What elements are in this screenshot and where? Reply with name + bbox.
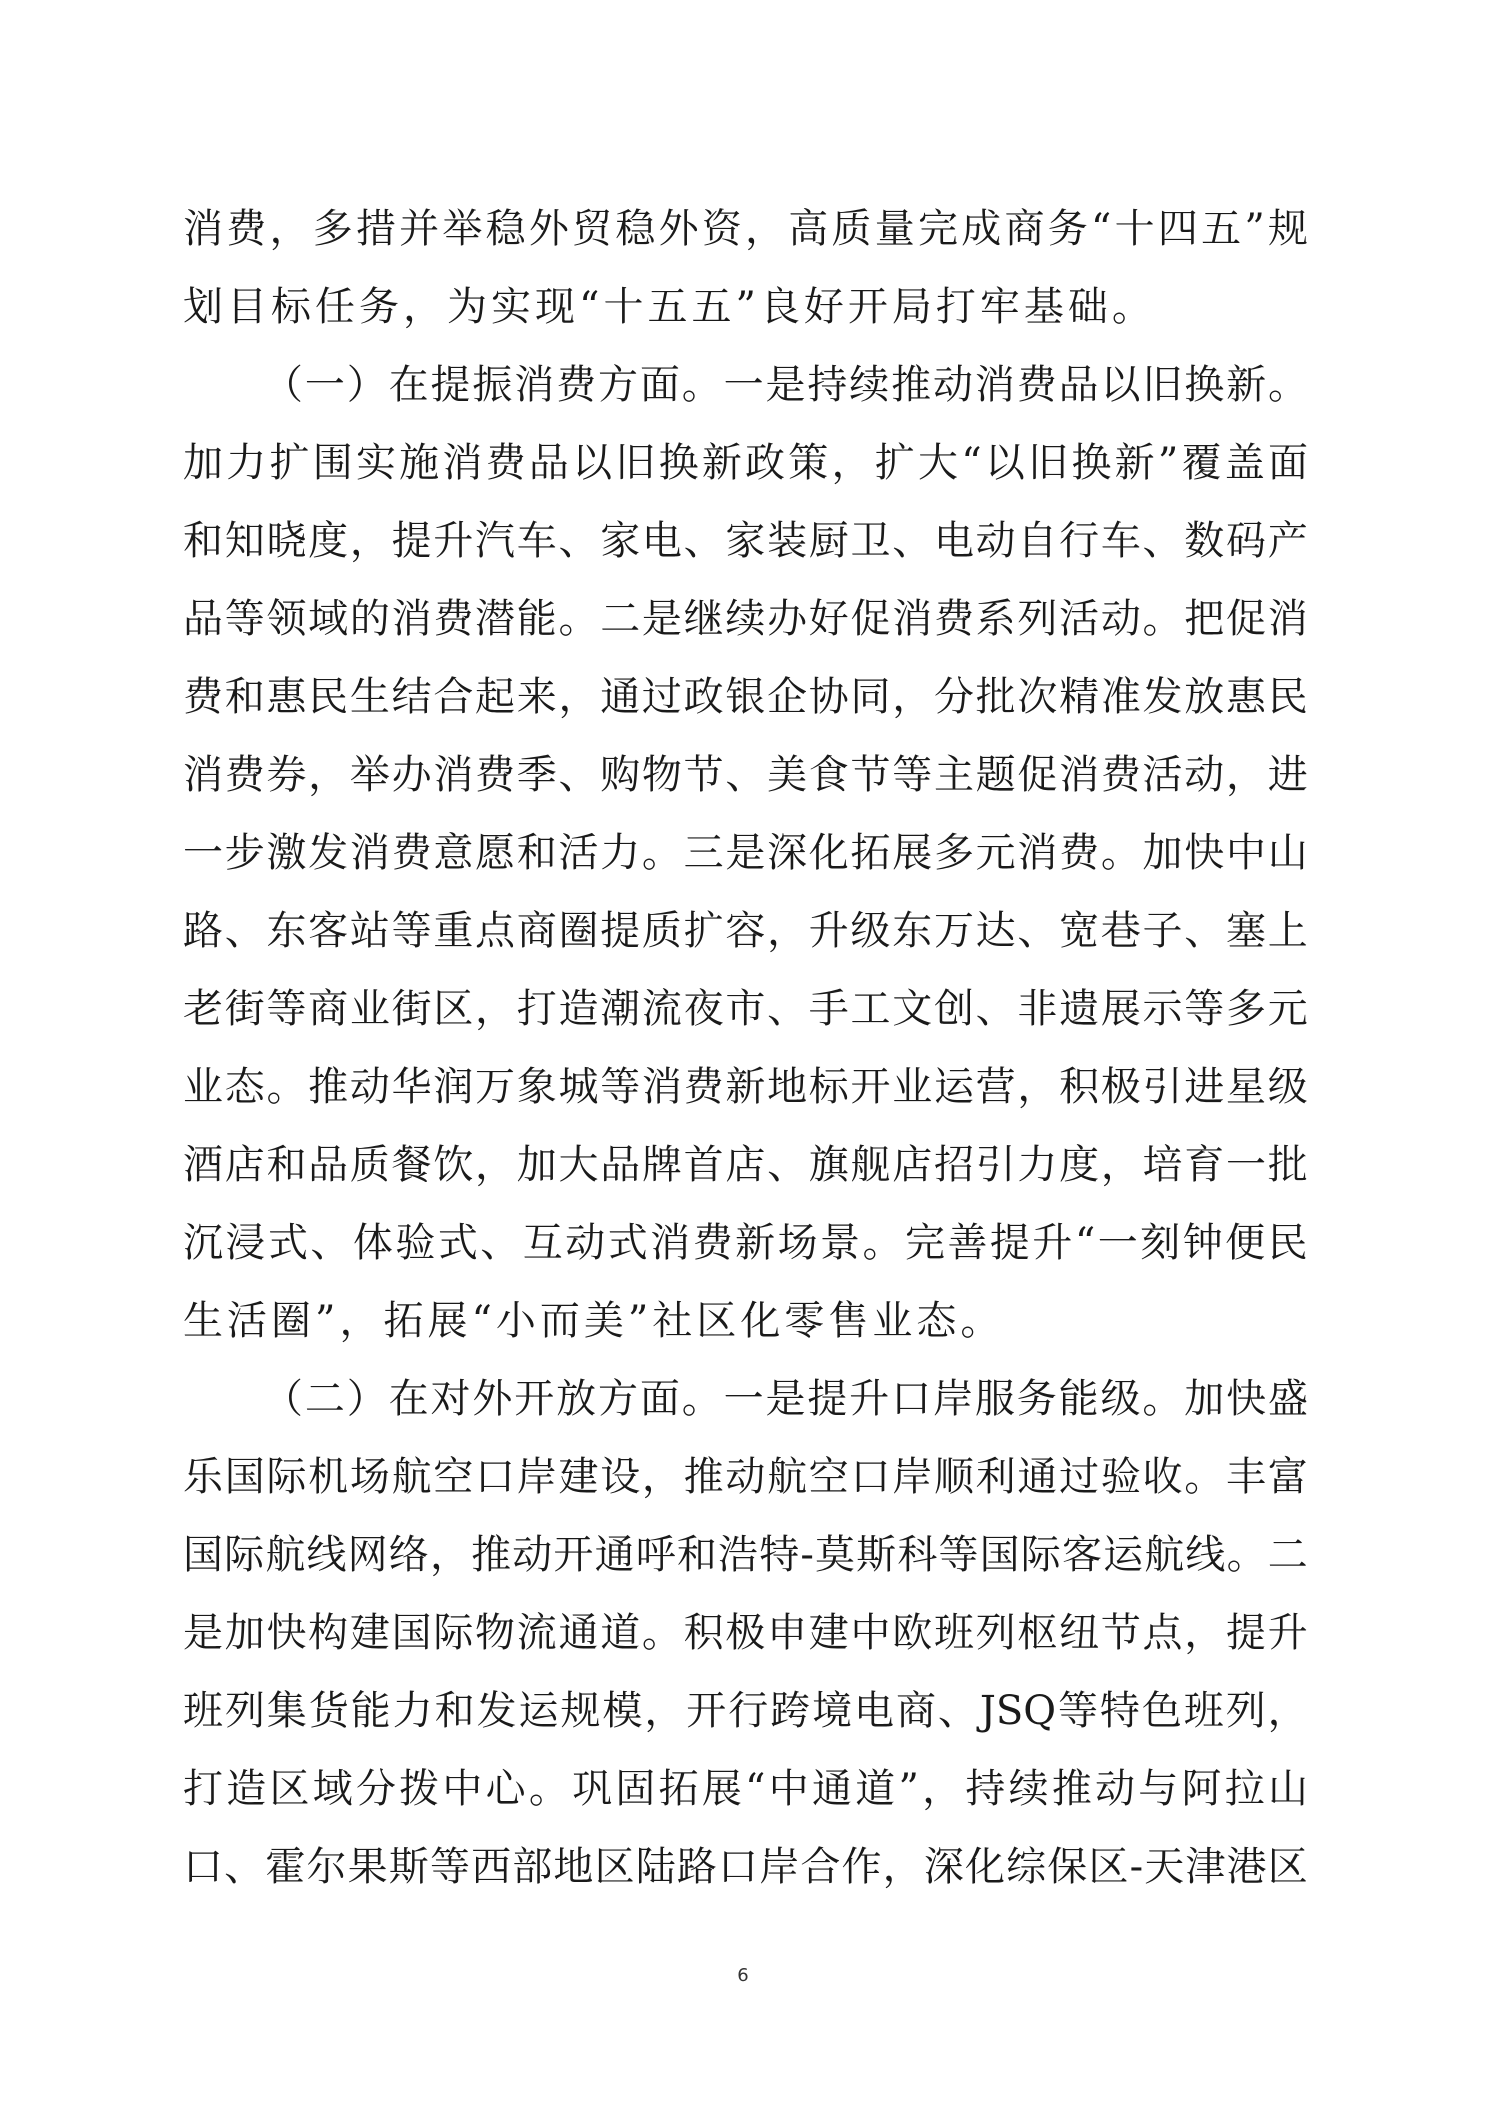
text-line: 业 态 。 推 动 华 润 万 象 城 等 消 费 新 地 标 开 业 运 营 ， 积 极 引 进 星 级 [183,1064,1308,1110]
text-line: 消 费 券 ， 举 办 消 费 季 、 购 物 节 、 美 食 节 等 主 题 促 消 费 活 动 ， 进 [183,752,1308,798]
text-line: 一 步 激 发 消 费 意 愿 和 活 力 。 三 是 深 化 拓 展 多 元 消 费 。 加 快 中 山 [183,830,1308,876]
text-line: 加 力 扩 围 实 施 消 费 品 以 旧 换 新 政 策 ， 扩 大 “ 以 旧 换 新 ” 覆 盖 面 [183,440,1308,486]
text-line: 老 街 等 商 业 街 区 ， 打 造 潮 流 夜 市 、 手 工 文 创 、 非 遗 展 示 等 多 元 [183,986,1308,1032]
text-line: 和 知 晓 度 ， 提 升 汽 车 、 家 电 、 家 装 厨 卫 、 电 动 自 行 车 、 数 码 产 [183,518,1308,564]
text-line: 消 费 ， 多 措 并 举 稳 外 贸 稳 外 资 ， 高 质 量 完 成 商 务 “ 十 四 五 ” 规 [183,206,1308,252]
text-line: 路 、 东 客 站 等 重 点 商 圈 提 质 扩 容 ， 升 级 东 万 达 、 宽 巷 子 、 塞 上 [183,908,1308,954]
document-body [183,190,1308,1906]
text-line: 划目标任务，为实现“十五五”良好开局打牢基础。 [183,284,1156,330]
text-line: 费 和 惠 民 生 结 合 起 来 ， 通 过 政 银 企 协 同 ， 分 批 次 精 准 发 放 惠 民 [183,674,1308,720]
paragraph-start-line: （ 一 ） 在 提 振 消 费 方 面 。 一 是 持 续 推 动 消 费 品 以 旧 换 新 。 [263,362,1308,408]
text-line: 沉 浸 式 、 体 验 式 、 互 动 式 消 费 新 场 景 。 完 善 提 升 “ 一 刻 钟 便 民 [183,1220,1308,1266]
text-line: 乐 国 际 机 场 航 空 口 岸 建 设 ， 推 动 航 空 口 岸 顺 利 通 过 验 收 。 丰 富 [183,1454,1308,1500]
text-line: 酒 店 和 品 质 餐 饮 ， 加 大 品 牌 首 店 、 旗 舰 店 招 引 力 度 ， 培 育 一 批 [183,1142,1308,1188]
text-line: 品 等 领 域 的 消 费 潜 能 。 二 是 继 续 办 好 促 消 费 系 列 活 动 。 把 促 消 [183,596,1308,642]
text-line: 国 际 航 线 网 络 ， 推 动 开 通 呼 和 浩 特 - 莫 斯 科 等 国 际 客 运 航 线 。 二 [183,1532,1308,1578]
text-line: 是 加 快 构 建 国 际 物 流 通 道 。 积 极 申 建 中 欧 班 列 枢 纽 节 点 ， 提 升 [183,1610,1308,1656]
page-number: 6 [737,1965,749,1986]
paragraph-start-line: （ 二 ） 在 对 外 开 放 方 面 。 一 是 提 升 口 岸 服 务 能 级 。 加 快 盛 [263,1376,1308,1422]
text-line: 口 、 霍 尔 果 斯 等 西 部 地 区 陆 路 口 岸 合 作 ， 深 化 综 保 区 - 天 津 港 区 [183,1844,1308,1890]
text-line: 打 造 区 域 分 拨 中 心 。 巩 固 拓 展 “ 中 通 道 ” ， 持 续 推 动 与 阿 拉 山 [183,1766,1308,1812]
text-line: 生活圈”，拓展“小而美”社区化零售业态。 [183,1298,1005,1344]
text-line: 班 列 集 货 能 力 和 发 运 规 模 ， 开 行 跨 境 电 商 、 JSQ 等 特 色 班 列 ， [183,1688,1308,1734]
